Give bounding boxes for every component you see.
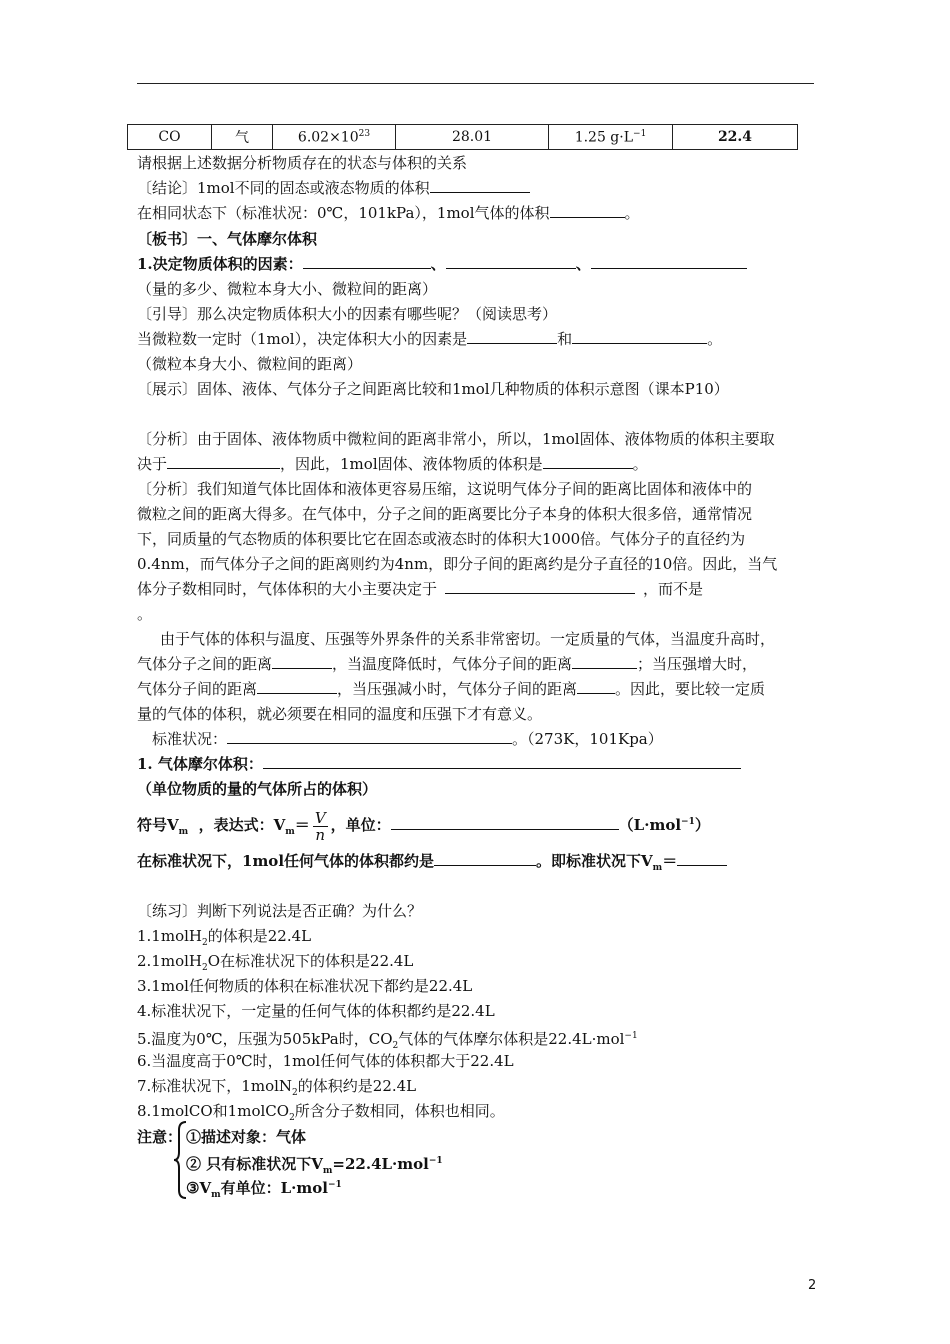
symbol-a: 符号V [137, 816, 179, 834]
when-answer-line: （微粒本身大小、微粒间的距离） [137, 355, 363, 373]
temp-3a: 气体分子间的距离 [137, 680, 258, 698]
blank [543, 453, 633, 469]
sub-2: 2 [392, 1041, 399, 1051]
ex8-b: 所含分子数相同，体积也相同。 [294, 1102, 505, 1120]
blank [227, 728, 512, 744]
exp-minus-one: −1 [327, 1180, 342, 1190]
exercise-8 [137, 1100, 505, 1129]
analysis2-5b: ，而不是 [643, 580, 704, 598]
blank [467, 328, 557, 344]
temp-line-3 [137, 678, 765, 700]
period: 。 [707, 330, 723, 348]
cell-density [549, 125, 673, 150]
blank [577, 678, 615, 694]
blank [446, 253, 576, 269]
when-count-text: 当微粒数一定时（1mol），决定体积大小的因素是 [137, 330, 468, 348]
symbol-d: ，单位： [330, 816, 391, 834]
cell-molar-mass: 28.01 [396, 125, 549, 150]
std-1mol-b: 。即标准状况下V [536, 852, 653, 870]
temp-line-1: 由于气体的体积与温度、压强等外界条件的关系非常密切。一定质量的气体，当温度升高时， [160, 630, 776, 648]
analysis1-b2: ，因此，1mol固体、液体物质的体积是 [280, 455, 543, 473]
symbol-unit-end: ） [694, 816, 710, 834]
blank [445, 578, 635, 594]
std-label: 标准状况： [152, 730, 228, 748]
note-label: 注意： [137, 1128, 183, 1146]
std-1mol-line [137, 850, 727, 879]
data-table [127, 124, 798, 150]
density-base: 1.25 g·L [574, 129, 634, 146]
page-number: 2 [808, 1278, 817, 1293]
symbol-c: ＝ [294, 816, 310, 834]
sub-m: m [285, 827, 295, 837]
exercise-title: 〔练习〕判断下列说法是否正确？为什么？ [137, 902, 423, 920]
exp-minus-one: −1 [428, 1156, 443, 1166]
standard-line [152, 728, 663, 750]
fraction [313, 810, 328, 843]
blank [272, 653, 332, 669]
and-text: 和 [557, 330, 573, 348]
temp-3c: 。因此，要比较一定质 [615, 680, 766, 698]
temp-2a: 气体分子之间的距离 [137, 655, 273, 673]
symbol-line [137, 805, 710, 849]
cell-formula: CO [128, 125, 212, 150]
show-line: 〔展示〕固体、液体、气体分子之间距离比较和1mol几种物质的体积示意图（课本P10） [137, 380, 729, 398]
std-1mol-a: 在标准状况下，1mol任何气体的体积都约是 [137, 852, 435, 870]
factors-text: 1.决定物质体积的因素： [137, 255, 303, 273]
analysis2-line-3: 下，同质量的气态物质的体积要比它在固态或液态时的体积大1000倍。气体分子的直径约为 [137, 530, 746, 548]
molar-paren-line: （单位物质的量的气体所占的体积） [137, 780, 378, 798]
blank [591, 253, 747, 269]
when-count-line [137, 328, 722, 350]
blank [550, 202, 625, 218]
period: 。 [632, 455, 648, 473]
blank [434, 850, 536, 866]
analysis2-line-6: 。 [137, 605, 153, 623]
sub-2: 2 [202, 963, 208, 973]
ex1-a: 1.1molH [137, 927, 202, 945]
count-exp: 23 [358, 128, 371, 139]
temp-2c: ；当压强增大时， [637, 655, 758, 673]
guide-line: 〔引导〕那么决定物质体积大小的因素有哪些呢？（阅读思考） [137, 305, 558, 323]
period: 。 [624, 204, 640, 222]
fraction-numerator: V [314, 808, 326, 827]
cell-count [273, 125, 396, 150]
header-rule [137, 83, 814, 84]
ex1-b: 的体积是22.4L [207, 927, 312, 945]
blank [257, 678, 337, 694]
analysis2-5a: 体分子数相同时，气体体积的大小主要决定于 [137, 580, 438, 598]
sub-2: 2 [292, 1088, 298, 1098]
blank [263, 753, 741, 769]
table-row [128, 125, 798, 150]
same-state-text: 在相同状态下（标准状况：0℃，101kPa），1mol气体的体积 [137, 204, 550, 222]
ex2-a: 2.1molH [137, 952, 202, 970]
same-state-line [137, 202, 640, 224]
conclusion-line [137, 177, 530, 199]
sub-m: m [322, 1166, 333, 1176]
fraction-denominator: n [315, 825, 326, 844]
molar-def-text: 1. 气体摩尔体积： [137, 755, 263, 773]
density-exp: −1 [633, 128, 647, 139]
ex7-b: 的体积约是22.4L [297, 1077, 417, 1095]
count-base: 6.02×10 [297, 129, 359, 146]
brace-icon [173, 1120, 187, 1200]
unit-exp: −1 [681, 817, 695, 827]
std-hint: 。（273K，101Kpa） [512, 730, 663, 748]
blank [677, 850, 727, 866]
blank [572, 328, 707, 344]
note3-a: ③V [186, 1179, 212, 1197]
analysis1-line-a: 〔分析〕由于固体、液体物质中微粒间的距离非常小，所以，1mol固体、液体物质的体积主要取 [137, 430, 775, 448]
temp-3b: ，当压强减小时，气体分子间的距离 [337, 680, 578, 698]
ex5-b: 气体的气体摩尔体积是22.4L·mol [398, 1030, 625, 1048]
sub-2: 2 [289, 1113, 295, 1123]
blank [167, 453, 280, 469]
note3-b: 有单位：L·mol [220, 1179, 328, 1197]
analysis2-line-5 [137, 578, 703, 600]
ex2-b: O在标准状况下的体积是22.4L [207, 952, 414, 970]
std-1mol-c: ＝ [662, 852, 678, 870]
exp-minus-one: −1 [624, 1031, 638, 1041]
factors-line: 1.决定物质体积的因素： 、 、 [137, 253, 747, 275]
intro-line: 请根据上述数据分析物质存在的状态与体积的关系 [137, 154, 468, 172]
note-1: ①描述对象：气体 [186, 1128, 307, 1146]
ex5-a: 5.温度为0℃，压强为505kPa时，CO [137, 1030, 393, 1048]
blank [430, 177, 530, 193]
sub-m: m [652, 863, 663, 873]
note2-a: ② 只有标准状况下V [186, 1155, 323, 1173]
analysis1-line-b [137, 453, 648, 475]
analysis2-line-4: 0.4nm，而气体分子之间的距离则约为4nm，即分子间的距离约是分子直径的10倍。因此，当气 [137, 555, 778, 573]
analysis2-line-2: 微粒之间的距离大得多。在气体中，分子之间的距离要比分子本身的体积大很多倍，通常情况 [137, 505, 753, 523]
temp-2b: ，当温度降低时，气体分子间的距离 [332, 655, 573, 673]
exercise-4: 4.标准状况下，一定量的任何气体的体积都约是22.4L [137, 1002, 495, 1020]
factors-answer-line: （量的多少、微粒本身大小、微粒间的距离） [137, 280, 438, 298]
exercise-3: 3.1mol任何物质的体积在标准状况下都约是22.4L [137, 977, 473, 995]
blank [391, 814, 619, 830]
symbol-b: ，表达式：V [198, 816, 286, 834]
sub-2: 2 [202, 938, 208, 948]
sub-m: m [178, 827, 189, 837]
ex8-a: 8.1molCO和1molCO [137, 1102, 290, 1120]
note2-b: =22.4L·mol [332, 1155, 429, 1173]
molar-def-line [137, 753, 741, 775]
analysis2-line-1: 〔分析〕我们知道气体比固体和液体更容易压缩，这说明气体分子间的距离比固体和液体中的 [137, 480, 753, 498]
note-3 [186, 1174, 342, 1206]
temp-line-4: 量的气体的体积，就必须要在相同的温度和压强下才有意义。 [137, 705, 543, 723]
board-line: 〔板书〕一、气体摩尔体积 [137, 230, 318, 248]
temp-line-2 [137, 653, 757, 675]
blank [572, 653, 637, 669]
sub-m: m [211, 1190, 221, 1200]
cell-volume: 22.4 [673, 125, 798, 150]
analysis1-b1: 决于 [137, 455, 168, 473]
exercise-6: 6.当温度高于0℃时，1mol任何气体的体积都大于22.4L [137, 1052, 514, 1070]
cell-state: 气 [212, 125, 273, 150]
symbol-unit: （L·mol [618, 816, 682, 834]
ex7-a: 7.标准状况下，1molN [137, 1077, 293, 1095]
conclusion-text: 〔结论〕1mol不同的固态或液态物质的体积 [137, 179, 430, 197]
blank [303, 253, 431, 269]
